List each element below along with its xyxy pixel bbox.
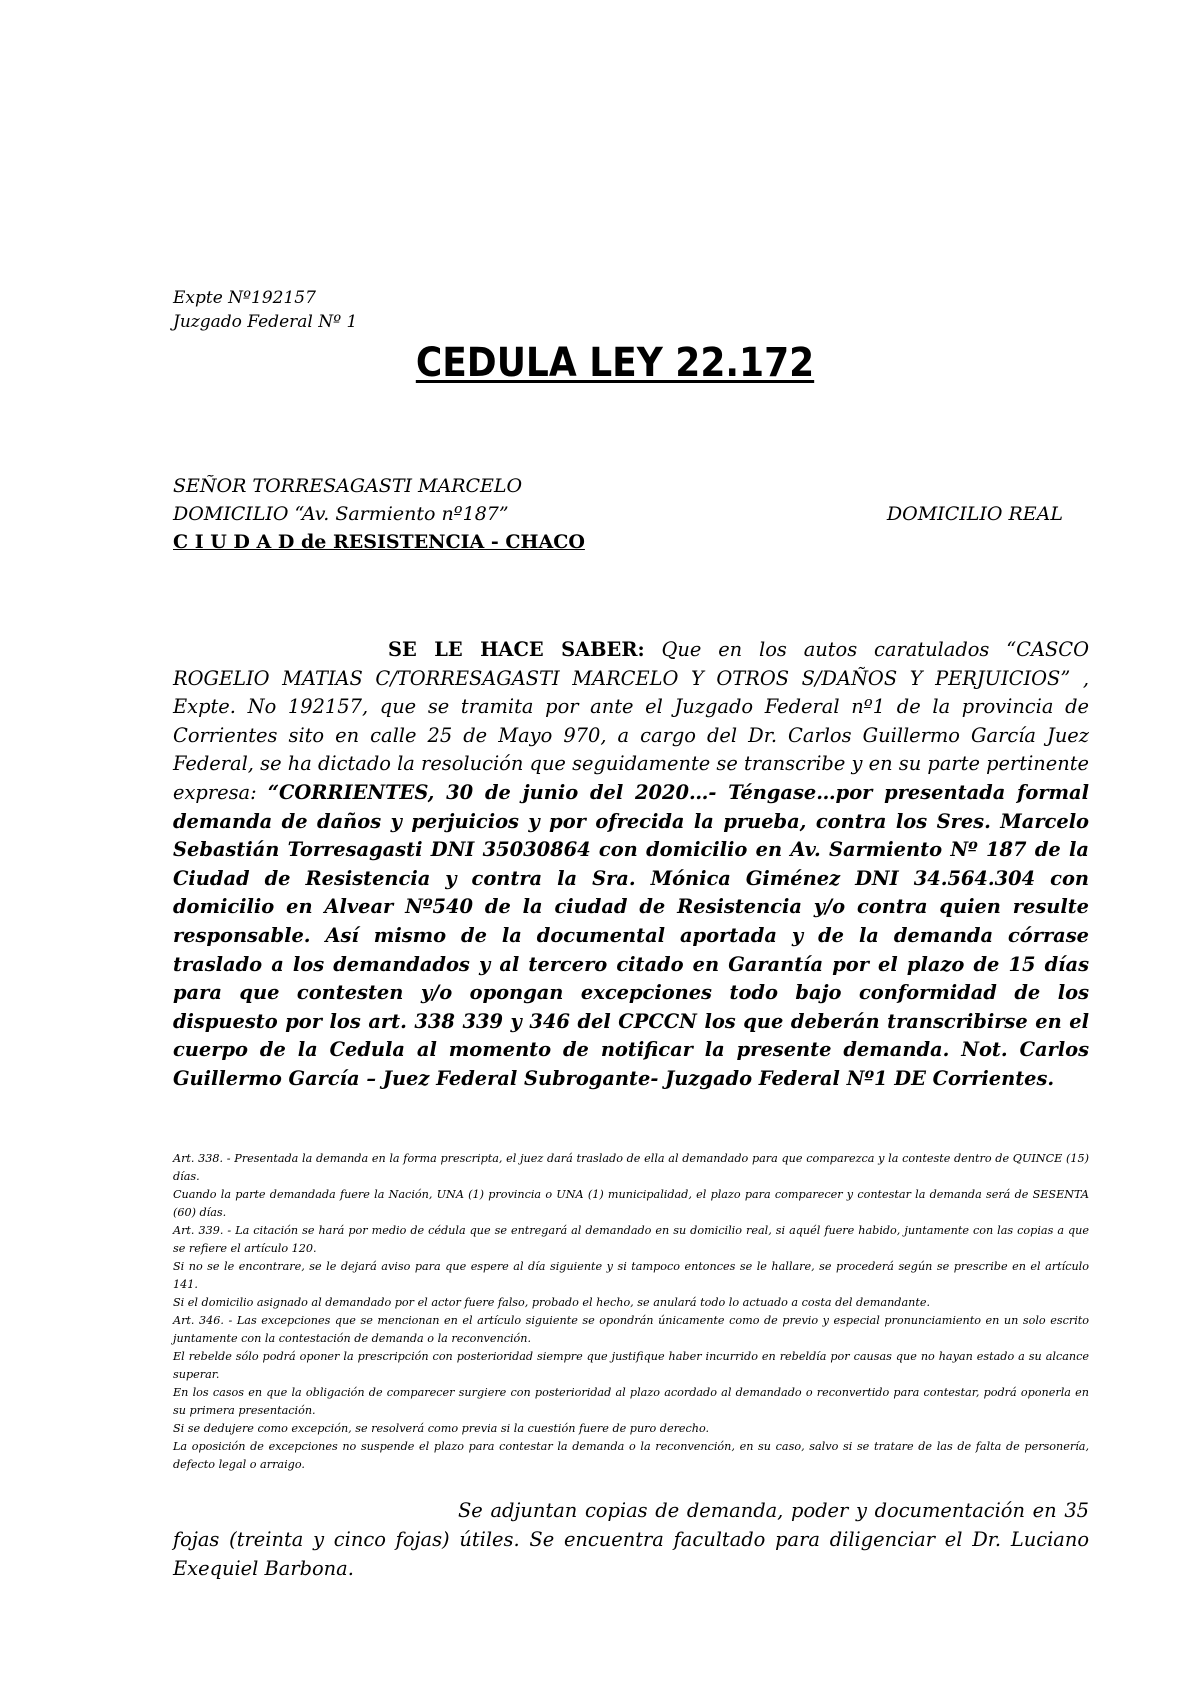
- case-header: [173, 286, 357, 334]
- article-paragraph: El rebelde sólo podrá oponer la prescripción con posterioridad siempre que justifique haber incurrido en rebeldía por causas que no hayan estado a su alcance superar.: [173, 1350, 1089, 1381]
- article-paragraph: En los casos en que la obligación de comparecer surgiere con posterioridad al plazo acordado al demandado o reconvertido para contestar, podrá oponerla en su primera presentación.: [173, 1386, 1089, 1417]
- closing-paragraph: [173, 1496, 1089, 1583]
- recipient-address: DOMICILIO “Av. Sarmiento nº187”: [173, 503, 509, 525]
- closing-text: Se adjuntan copias de demanda, poder y documentación en 35 fojas (treinta y cinco fojas) útiles. Se encuentra facultado para diligenciar el Dr. Luciano Exequiel Barbona.: [173, 1499, 1089, 1580]
- notice-lead: SE LE HACE SABER:: [388, 638, 645, 661]
- articles-block: [173, 1150, 1089, 1474]
- article-paragraph: Art. 339. - La citación se hará por medio de cédula que se entregará al demandado en su domicilio real, si aquél fuere habido, juntamente con las copias a que se refiere el artículo 120.: [173, 1224, 1089, 1255]
- case-number: Expte Nº192157: [173, 288, 316, 308]
- article-paragraph: Cuando la parte demandada fuere la Nación, UNA (1) provincia o UNA (1) municipalidad, el plazo para comparecer y contestar la demanda será de SESENTA (60) días.: [173, 1188, 1089, 1219]
- document-title: CEDULA LEY 22.172: [415, 340, 815, 386]
- recipient-city: C I U D A D de RESISTENCIA - CHACO: [173, 531, 585, 553]
- recipient-address-row: [173, 500, 1063, 528]
- recipient-block: [173, 472, 1063, 556]
- article-paragraph: Art. 338. - Presentada la demanda en la forma prescripta, el juez dará traslado de ella al demandado para que comparezca y la conteste dentro de QUINCE (15) días.: [173, 1152, 1089, 1183]
- article-paragraph: La oposición de excepciones no suspende el plazo para contestar la demanda o la reconvención, en su caso, salvo si se tratare de las de falta de personería, defecto legal o arraigo.: [173, 1440, 1089, 1471]
- resolution-text: “CORRIENTES, 30 de junio del 2020…- Téngase…por presentada formal demanda de daños y perjuicios y por ofrecida la prueba, contra los Sres. Marcelo Sebastián Torresagasti DNI 35030864 con domicilio en Av. Sarmiento Nº 187 de la Ciudad de Resistencia y contra la Sra. Mónica Giménez DNI 34.564.304 con domicilio en Alvear Nº540 de la ciudad de Resistencia y/o contra quien resulte responsable. Así mismo de la documental aportada y de la demanda córrase traslado a los demandados y al tercero citado en Garantía por el plazo de 15 días para que contesten y/o opongan excepciones todo bajo conformidad de los dispuesto por los art. 338 339 y 346 del CPCCN los que deberán transcribirse en el cuerpo de la Cedula al momento de notificar la presente demanda. Not. Carlos Guillermo García – Juez Federal Subrogante- Juzgado Federal Nº1 DE Corrientes.: [173, 780, 1089, 1090]
- article-paragraph: Si no se le encontrare, se le dejará aviso para que espere al día siguiente y si tampoco entonces se le hallare, se procederá según se prescribe en el artículo 141.: [173, 1260, 1089, 1291]
- court-name: Juzgado Federal Nº 1: [173, 312, 358, 332]
- address-type: DOMICILIO REAL: [886, 503, 1063, 525]
- article-paragraph: Art. 346. - Las excepciones que se mencionan en el artículo siguiente se opondrán únicamente como de previo y especial pronunciamiento en un solo escrito juntamente con la contestación de demanda o la reconvención.: [173, 1314, 1089, 1345]
- article-paragraph: Si se dedujere como excepción, se resolverá como previa si la cuestión fuere de puro derecho.: [173, 1422, 710, 1435]
- article-paragraph: Si el domicilio asignado al demandado por el actor fuere falso, probado el hecho, se anulará todo lo actuado a costa del demandante.: [173, 1296, 931, 1309]
- recipient-name: SEÑOR TORRESAGASTI MARCELO: [173, 475, 523, 497]
- document-title-wrap: [0, 340, 1200, 386]
- notice-body: [173, 636, 1089, 1094]
- notice-text: Que en los autos caratulados “CASCO ROGELIO MATIAS C/TORRESAGASTI MARCELO Y OTROS S/DAÑOS Y PERJUICIOS” , Expte. No 192157, que se tramita por ante el Juzgado Federal nº1 de la provincia de Corrientes sito en calle 25 de Mayo 970, a cargo del Dr. Carlos Guillermo García Juez Federal, se ha dictado la resolución que seguidamente se transcribe y en su parte pertinente expresa:: [173, 638, 1089, 804]
